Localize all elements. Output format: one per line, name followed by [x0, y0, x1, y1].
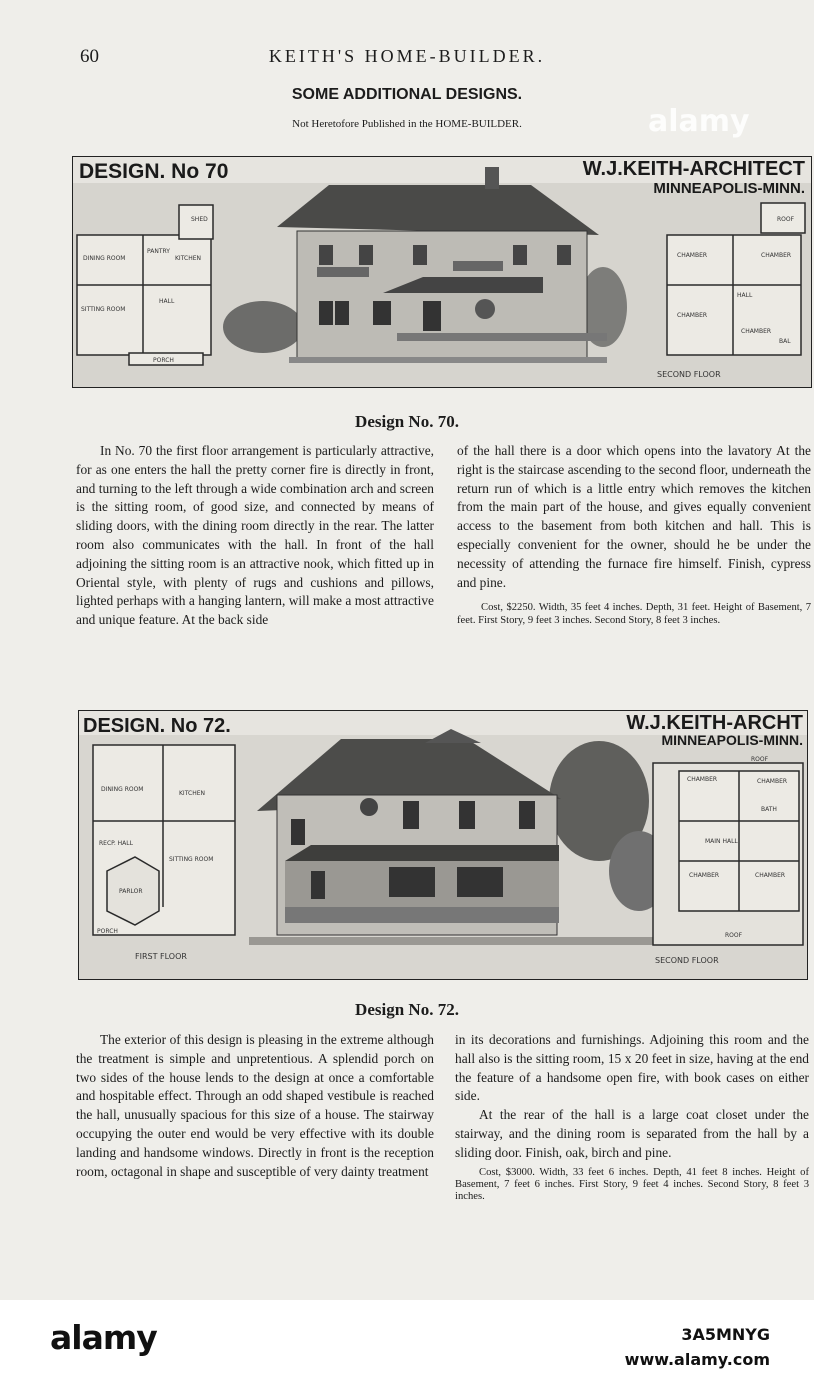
alamy-logo: alamy [50, 1318, 157, 1357]
svg-text:PORCH: PORCH [153, 357, 174, 364]
design-70-column-right [457, 442, 811, 627]
svg-text:DINING ROOM: DINING ROOM [101, 786, 144, 793]
design-70-text-right: of the hall there is a door which opens into the lavatory At the right is the staircase ascending to the second floor, underneath the return run of which is a little entry which removes the kitchen from the main part of the house, and gives equally convenient access to the basement from both kitchen and hall. This is especially convenient for the owner, should he be under the necessity of attending the furnace fire himself. Finish, cypress and pine. [457, 443, 811, 590]
page-header [0, 46, 814, 72]
design-72-cost: Cost, $3000. Width, 33 feet 6 inches. Depth, 41 feet 8 inches. Height of Basement, 7 feet 6 inches. First Story, 9 feet 4 inches. Second Story, 8 feet 3 inches. [455, 1166, 809, 1203]
svg-text:BATH: BATH [761, 806, 777, 813]
svg-text:CHAMBER: CHAMBER [755, 872, 786, 879]
svg-text:SHED: SHED [191, 216, 208, 223]
svg-text:CHAMBER: CHAMBER [757, 778, 788, 785]
svg-text:ROOF: ROOF [725, 932, 743, 939]
design-72-architect: W.J.KEITH-ARCHT [626, 712, 803, 734]
svg-text:CHAMBER: CHAMBER [677, 252, 708, 259]
page-number: 60 [80, 46, 99, 67]
svg-text:ROOF: ROOF [751, 756, 769, 763]
design-72-text-right-1: in its decorations and furnishings. Adjoining this room and the hall also is the sitting room, 15 x 20 feet in size, having at the end the feature of a handsome open fire, with book cases on either side. [455, 1032, 809, 1104]
svg-text:PANTRY: PANTRY [147, 248, 170, 255]
design-72-plate [78, 710, 808, 980]
svg-text:MAIN HALL: MAIN HALL [705, 838, 738, 845]
svg-text:CHAMBER: CHAMBER [741, 328, 772, 335]
svg-text:SECOND FLOOR: SECOND FLOOR [657, 370, 721, 379]
running-head: KEITH'S HOME-BUILDER. [268, 46, 546, 66]
svg-text:DINING ROOM: DINING ROOM [83, 255, 126, 262]
design-70-column-left [76, 442, 434, 630]
watermark-url: www.alamy.com [624, 1350, 770, 1369]
svg-text:CHAMBER: CHAMBER [677, 312, 708, 319]
svg-text:PARLOR: PARLOR [119, 888, 143, 895]
design-70-city: MINNEAPOLIS-MINN. [653, 180, 805, 197]
design-70-plate-label: DESIGN. No 70 [79, 160, 229, 183]
design-72-illustration [79, 711, 807, 979]
design-72-text-right-2: At the rear of the hall is a large coat closet under the stairway, and the dining room is separated from the hall by a sliding door. Finish, oak, birch and pine. [455, 1107, 809, 1160]
design-72-text-left: The exterior of this design is pleasing in the extreme although the treatment is simple and unpretentious. A splendid porch on two sides of the house lends to the design at once a comfortable and hospitable effect. Through an odd shaped vestibule is reached the hall, unusually spacious for this size of a house. The stairway occupying the outer end would be very effective with its double landing and handsome windows. Directly in front is the reception room, octagonal in shape and susceptible of very dainty treatment [76, 1032, 434, 1179]
svg-text:HALL: HALL [159, 298, 175, 305]
svg-text:KITCHEN: KITCHEN [175, 255, 201, 262]
design-72-title: Design No. 72. [355, 1000, 459, 1019]
design-70-title: Design No. 70. [355, 412, 459, 431]
svg-text:SECOND FLOOR: SECOND FLOOR [655, 956, 719, 965]
svg-text:CHAMBER: CHAMBER [689, 872, 720, 879]
svg-text:CHAMBER: CHAMBER [687, 776, 718, 783]
svg-text:CHAMBER: CHAMBER [761, 252, 792, 259]
section-subtitle: Not Heretofore Published in the HOME-BUILDER. [292, 118, 522, 130]
design-70-illustration [73, 157, 811, 387]
svg-text:RECP. HALL: RECP. HALL [99, 840, 133, 847]
svg-text:ROOF: ROOF [777, 216, 795, 223]
svg-text:SITTING ROOM: SITTING ROOM [81, 306, 126, 313]
design-72-column-right [455, 1031, 809, 1204]
design-72-city: MINNEAPOLIS-MINN. [661, 732, 803, 748]
design-72-column-left [76, 1031, 434, 1181]
design-70-plate [72, 156, 812, 388]
svg-text:KITCHEN: KITCHEN [179, 790, 205, 797]
svg-text:FIRST FLOOR: FIRST FLOOR [135, 952, 187, 961]
page-watermark: alamy [648, 104, 750, 139]
design-70-text-left: In No. 70 the first floor arrangement is particularly attractive, for as one enters the hall the pretty corner fire is directly in front, and turning to the left through a wide combination arch and screen is the sitting room, of good size, and connected by means of sliding doors, with the dining room directly in the rear. The latter room also communicates with the hall. In front of the hall adjoining the sitting room is an attractive nook, which fitted up in Oriental style, with plenty of rugs and cushions and pillows, lighted perhaps with a hanging lantern, will make a most attractive and unique feature. At the back side [76, 443, 434, 628]
section-title: SOME ADDITIONAL DESIGNS. [291, 86, 523, 103]
design-70-cost: Cost, $2250. Width, 35 feet 4 inches. Depth, 31 feet. Height of Basement, 7 feet. First Story, 9 feet 3 inches. Second Story, 8 feet 3 inches. [457, 602, 811, 626]
image-id: 3A5MNYG [681, 1325, 770, 1344]
design-72-plate-label: DESIGN. No 72. [83, 715, 231, 737]
svg-text:HALL: HALL [737, 292, 753, 299]
design-70-architect: W.J.KEITH-ARCHITECT [582, 158, 805, 180]
watermark-bar [0, 1300, 814, 1390]
design-72-first-floor-plan [93, 745, 235, 961]
svg-text:SITTING ROOM: SITTING ROOM [169, 856, 214, 863]
design-72-second-floor-plan [653, 756, 803, 965]
svg-text:PORCH: PORCH [97, 928, 118, 935]
svg-text:BAL: BAL [779, 338, 791, 345]
